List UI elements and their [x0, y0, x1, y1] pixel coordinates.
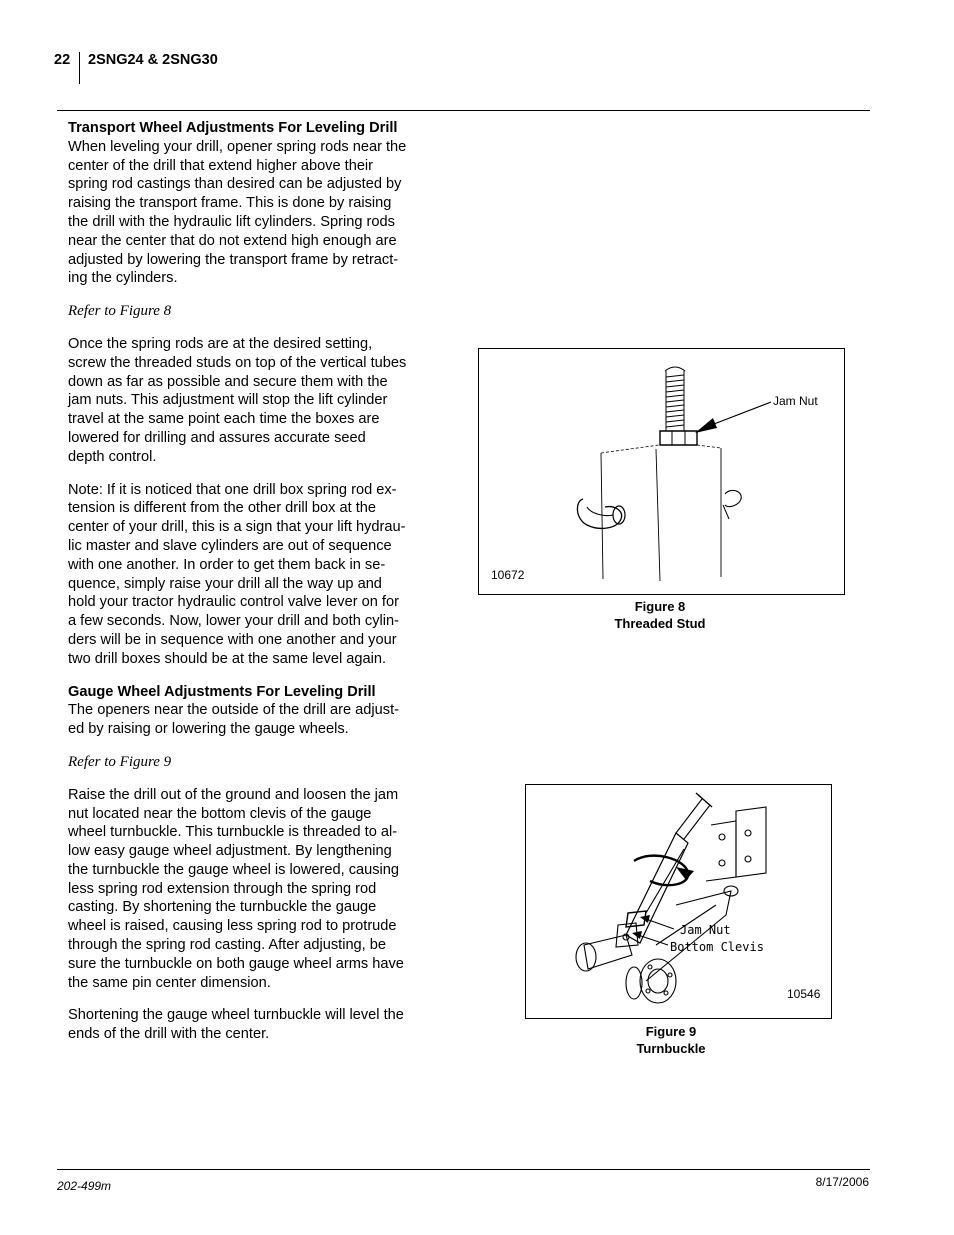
text-line: nut located near the bottom clevis of the gauge	[68, 805, 372, 822]
text-line: ders will be in sequence with one another and your	[68, 631, 397, 648]
text-line: casting. By shortening the turnbuckle the gauge	[68, 899, 377, 916]
text-line: center of the drill that extend higher above their	[68, 157, 374, 174]
text-line: sure the turnbuckle on both gauge wheel arms have	[68, 955, 404, 972]
text-line: Once the spring rods are at the desired setting,	[68, 335, 373, 352]
figure-9-number: Figure 9	[645, 1024, 697, 1039]
text-line: hold your tractor hydraulic control valve lever on for	[68, 594, 399, 611]
text-line: lowered for drilling and assures accurate seed	[68, 429, 366, 446]
text-line: tension is different from the other drill box at the	[68, 500, 376, 517]
document-number: 202-499m	[57, 1179, 112, 1193]
figure-8-threaded-stud	[478, 348, 845, 595]
text-line: down as far as possible and secure them with the	[68, 373, 388, 390]
text-line: the same pin center dimension.	[68, 974, 271, 991]
section-heading-gauge: Gauge Wheel Adjustments For Leveling Drill	[68, 683, 376, 700]
gauge-paragraph	[68, 701, 420, 739]
text-line: spring rod castings than desired can be adjusted by	[68, 176, 402, 193]
figure-9-title: Turnbuckle	[636, 1041, 706, 1056]
text-line: Shortening the gauge wheel turnbuckle will level the	[68, 1007, 404, 1024]
page-number: 22	[54, 52, 71, 68]
text-line: Note: If it is noticed that one drill box spring rod ex-	[68, 481, 397, 498]
text-line: The openers near the outside of the drill are adjust-	[68, 702, 399, 719]
figure-8-caption	[560, 598, 760, 632]
header-divider	[79, 52, 80, 84]
text-line: low easy gauge wheel adjustment. By lengthening	[68, 843, 392, 860]
turnbuckle-illustration	[526, 785, 831, 1018]
jam-nut-label: Jam Nut	[773, 394, 818, 408]
jam-nut-label: Jam Nut	[680, 923, 731, 937]
figure-9-turnbuckle	[525, 784, 832, 1019]
publication-date: 8/17/2006	[815, 1175, 869, 1189]
text-line: adjusted by lowering the transport frame by retract-	[68, 251, 399, 268]
note-paragraph	[68, 481, 420, 669]
text-line: center of your drill, this is a sign that your lift hydrau-	[68, 519, 406, 536]
figure-8-number: Figure 8	[634, 599, 686, 614]
text-line: raising the transport frame. This is done by raising	[68, 195, 392, 212]
figure-9-caption	[571, 1023, 771, 1057]
text-line: Raise the drill out of the ground and loosen the jam	[68, 786, 399, 803]
spring-rods-paragraph	[68, 335, 420, 467]
top-rule	[57, 110, 870, 111]
text-line: a few seconds. Now, lower your drill and both cylin-	[68, 613, 399, 630]
figure-9-code: 10546	[787, 987, 821, 1001]
shortening-paragraph	[68, 1006, 420, 1044]
text-line: jam nuts. This adjustment will stop the lift cylinder	[68, 392, 388, 409]
text-line: depth control.	[68, 448, 157, 465]
text-line: travel at the same point each time the boxes are	[68, 411, 380, 428]
text-line: two drill boxes should be at the same level again.	[68, 650, 387, 667]
bottom-clevis-label: Bottom Clevis	[670, 940, 764, 954]
turnbuckle-paragraph	[68, 786, 420, 993]
text-line: less spring rod extension through the spring rod	[68, 880, 377, 897]
text-line: wheel is raised, causing less spring rod to protrude	[68, 918, 397, 935]
header-model: 2SNG24 & 2SNG30	[88, 52, 218, 68]
text-line: wheel turnbuckle. This turnbuckle is threaded to al-	[68, 824, 398, 841]
text-line: ends of the drill with the center.	[68, 1026, 270, 1043]
text-line: through the spring rod casting. After adjusting, be	[68, 937, 387, 954]
text-column	[68, 119, 420, 1044]
figure-reference: Refer to Figure 9	[68, 753, 172, 770]
text-line: quence, simply raise your drill all the way up and	[68, 575, 382, 592]
text-line: screw the threaded studs on top of the vertical tubes	[68, 354, 407, 371]
threaded-stud-illustration	[479, 349, 844, 594]
text-line: near the center that do not extend high enough are	[68, 232, 397, 249]
figure-8-title: Threaded Stud	[614, 616, 706, 631]
section-heading-transport: Transport Wheel Adjustments For Leveling Drill	[68, 120, 398, 136]
transport-paragraph	[68, 138, 420, 288]
text-line: ing the cylinders.	[68, 270, 178, 287]
text-line: with one another. In order to get them back in se-	[68, 556, 386, 573]
figure-reference: Refer to Figure 8	[68, 303, 172, 320]
text-line: the turnbuckle the gauge wheel is lowered, causing	[68, 861, 400, 878]
figure-8-code: 10672	[491, 568, 525, 582]
text-line: When leveling your drill, opener spring rods near the	[68, 138, 407, 155]
text-line: the drill with the hydraulic lift cylinders. Spring rods	[68, 213, 395, 230]
text-line: ed by raising or lowering the gauge wheels.	[68, 721, 349, 738]
text-line: lic master and slave cylinders are out of sequence	[68, 537, 392, 554]
bottom-rule	[57, 1169, 870, 1170]
